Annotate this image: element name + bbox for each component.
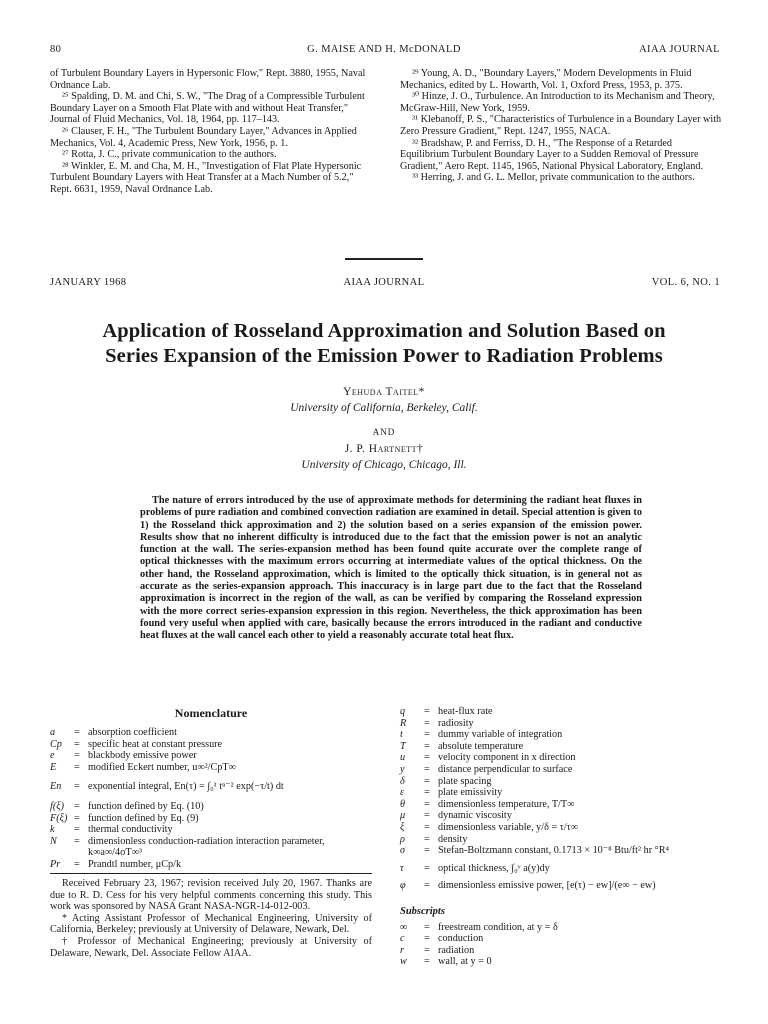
page-number: 80 [50, 44, 62, 55]
article-journal: AIAA JOURNAL [343, 277, 425, 288]
reference-entry: ³³ Herring, J. and G. L. Mellor, private communication to the authors. [412, 172, 695, 184]
affiliation-1: University of California, Berkeley, Calif. [290, 402, 478, 414]
nom-row: φ = dimensionless emissive power, [e(τ) − ew]/(e∞ − ew) [400, 880, 724, 892]
nom-row: N = dimensionless conduction-radiation interaction parameter, k∞a∞/4σT∞³ [50, 836, 375, 859]
nom-symbol: k [50, 824, 55, 836]
subscript-definition: radiation [438, 944, 475, 956]
nom-symbol: y [400, 763, 405, 775]
nom-symbol: φ [400, 880, 406, 892]
footnote-star: * Acting Assistant Professor of Mechanical Engineering, University of California, Berkeley; previously at University of Delaware, Newark, Del. [50, 912, 372, 936]
reference-entry: ³² Bradshaw, P. and Ferriss, D. H., "The Response of a Retarded Equilibrium Turbulent Boundary Layer to a Sudden Removal of Pressure Gradient," Aero Rept. 1145, 1965, National Physical Laboratory, England. [400, 137, 704, 172]
nom-symbol: F(ξ) [50, 812, 68, 824]
nom-symbol: t [400, 729, 403, 741]
nom-definition: dynamic viscosity [438, 810, 512, 822]
nom-row: θ = dimensionless temperature, T/T∞ [400, 799, 724, 811]
nom-row: μ = dynamic viscosity [400, 810, 724, 822]
subscripts-title: Subscripts [400, 905, 445, 917]
nom-definition: velocity component in x direction [438, 752, 576, 764]
subscript-definition: wall, at y = 0 [438, 956, 492, 968]
section-divider [345, 258, 423, 260]
nom-row: δ = plate spacing [400, 776, 724, 788]
affiliation-2: University of Chicago, Chicago, Ill. [301, 459, 467, 471]
nomenclature-title: Nomenclature [174, 706, 248, 720]
nom-symbol: f(ξ) [50, 800, 64, 812]
subscript-symbol: w [400, 956, 407, 968]
nom-row: Pr = Prandtl number, μCp/k [50, 859, 375, 871]
nom-symbol: En [50, 781, 62, 793]
nom-row: R = radiosity [400, 718, 724, 730]
reference-entry: ²⁹ Young, A. D., "Boundary Layers," Modern Developments in Fluid Mechanics, edited by L. Howarth, Vol. 1, Oxford Press, 1953, p. 375. [400, 68, 692, 91]
nom-symbol: e [50, 750, 55, 762]
subscript-definition: freestream condition, at y = δ [438, 921, 558, 933]
nom-symbol: ξ [400, 821, 405, 833]
nom-definition: distance perpendicular to surface [438, 763, 573, 775]
subscript-symbol: c [400, 933, 405, 945]
nom-row: k = thermal conductivity [50, 824, 375, 836]
nom-definition: blackbody emissive power [88, 750, 197, 762]
reference-entry: ²⁵ Spalding, D. M. and Chi, S. W., "The Drag of a Compressible Turbulent Boundary Layer on a Smooth Flat Plate with and without Heat Transfer," Journal of Fluid Mechanics, Vol. 18, 1964, pp. 117–143. [50, 91, 365, 126]
nom-definition: exponential integral, En(τ) = ∫₀¹ tⁿ⁻² exp(−τ/t) dt [88, 781, 284, 793]
and-separator: AND [372, 427, 396, 437]
nom-symbol: δ [400, 775, 405, 787]
nom-row: Cp = specific heat at constant pressure [50, 739, 375, 751]
footnotes [50, 878, 372, 959]
references-right-column [400, 68, 722, 184]
nom-row: f(ξ) = function defined by Eq. (10) [50, 801, 375, 813]
reference-entry: ²⁸ Winkler, E. M. and Cha, M. H., "Investigation of Flat Plate Hypersonic Turbulent Boundary Layers with Heat Transfer at a Mach Number of 5.2," Rept. 6631, 1959, Naval Ordnance Lab. [50, 160, 362, 195]
volume-number: VOL. 6, NO. 1 [651, 277, 720, 288]
nom-definition: function defined by Eq. (9) [88, 812, 199, 824]
nom-symbol: τ [400, 862, 404, 874]
nom-symbol: E [50, 761, 57, 773]
subscript-definition: conduction [438, 933, 484, 945]
subscript-row: r = radiation [400, 945, 724, 957]
nom-definition: modified Eckert number, u∞²/CpT∞ [88, 761, 236, 773]
nom-row: y = distance perpendicular to surface [400, 764, 724, 776]
nom-symbol: σ [400, 845, 406, 857]
nom-definition: specific heat at constant pressure [88, 738, 223, 750]
nomenclature-right [400, 706, 724, 968]
nom-row: F(ξ) = function defined by Eq. (9) [50, 813, 375, 825]
nom-definition: dimensionless conduction-radiation interaction parameter, k∞a∞/4σT∞³ [88, 835, 325, 859]
title-line-1: Application of Rosseland Approximation and Solution Based on [102, 320, 666, 342]
nom-definition: plate emissivity [438, 787, 503, 799]
article-title [30, 319, 738, 369]
nom-definition: dimensionless variable, y/δ = τ/τ∞ [438, 821, 579, 833]
running-head-journal: AIAA JOURNAL [639, 44, 720, 55]
nom-definition: radiosity [438, 717, 474, 729]
subscript-row: w = wall, at y = 0 [400, 956, 724, 968]
nom-definition: dimensionless temperature, T/T∞ [438, 798, 575, 810]
nom-symbol: N [50, 835, 57, 847]
nom-definition: density [438, 833, 468, 845]
nom-row: q = heat-flux rate [400, 706, 724, 718]
nom-definition: absolute temperature [438, 740, 524, 752]
nom-definition: Prandtl number, μCp/k [88, 858, 182, 870]
abstract: The nature of errors introduced by the use of approximate methods for determining the radiant heat fluxes in problems of pure radiation and combined convection radiation are examined in detail. Special attention is given to 1) the Rosseland thick approximation and 2) the solution based on a series expansion of the emission power. Results show that no inherent difficulty is introduced due to the fact that the emission power is not an analytic function at the wall. The series-expansion method has been found quite accurate over the complete range of optical thicknesses with the maximum errors occurring at intermediate values of the optical thickness. On the other hand, the Rosseland approximation, which is limited to the optically thick situation, is in general not as accurate as the series-expansion approach. This inaccuracy is in large part due to the fact that the Rosseland approximation is incorrect in the region of the wall, as can be verified by comparing the Rosseland expression with the more correct series-expansion expression in this region. Nevertheless, the thick approximation has been found very useful when applied with care, basically because the errors introduced in the radiant and conductive heat fluxes at the wall cancel each other to yield a reasonably accurate total heat flux. [140, 495, 642, 642]
nom-row: E = modified Eckert number, u∞²/CpT∞ [50, 762, 375, 774]
nom-definition: optical thickness, ∫₀ʸ a(y)dy [438, 862, 550, 874]
nom-symbol: ρ [400, 833, 405, 845]
nom-definition: absorption coefficient [88, 727, 177, 738]
reference-entry: ²⁶ Clauser, F. H., "The Turbulent Boundary Layer," Advances in Applied Mechanics, Vol. 4, Academic Press, New York, 1956, p. 1. [50, 125, 357, 149]
nom-definition: Stefan-Boltzmann constant, 0.1713 × 10⁻⁸ Btu/ft² hr °R⁴ [438, 845, 670, 857]
nom-symbol: ε [400, 787, 405, 799]
author-2: J. P. Hartnett† [344, 443, 424, 455]
nom-definition: thermal conductivity [88, 824, 173, 836]
nom-symbol: T [400, 740, 406, 752]
nom-row: En = exponential integral, En(τ) = ∫₀¹ tⁿ⁻² exp(−τ/t) dt [50, 773, 375, 801]
nom-row: τ = optical thickness, ∫₀ʸ a(y)dy [400, 857, 724, 881]
reference-entry: ³⁰ Hinze, J. O., Turbulence. An Introduction to its Mechanism and Theory, McGraw-Hill, New York, 1959. [400, 91, 715, 114]
nom-row: t = dummy variable of integration [400, 729, 724, 741]
nom-symbol: Cp [50, 738, 62, 750]
nomenclature-left [50, 727, 375, 871]
subscript-row: c = conduction [400, 933, 724, 945]
received-note: Received February 23, 1967; revision received July 20, 1967. Thanks are due to R. D. Cess for his very helpful comments concerning this study. This work was sponsored by NASA Grant NASA-NGR-14-012-003. [50, 878, 372, 913]
nom-row: e = blackbody emissive power [50, 750, 375, 762]
nom-row: u = velocity component in x direction [400, 752, 724, 764]
nom-row: σ = Stefan-Boltzmann constant, 0.1713 × 10⁻⁸ Btu/ft² hr °R⁴ [400, 845, 724, 857]
nom-definition: dimensionless emissive power, [e(τ) − ew]/(e∞ − ew) [438, 880, 656, 892]
footnote-rule [50, 873, 372, 874]
footnote-dagger: † Professor of Mechanical Engineering; previously at University of Delaware, Newark, Del. Associate Fellow AIAA. [50, 935, 372, 959]
nom-symbol: q [400, 706, 406, 717]
nom-symbol: θ [400, 798, 406, 810]
reference-entry: of Turbulent Boundary Layers in Hypersonic Flow," Rept. 3880, 1955, Naval Ordnance Lab. [50, 68, 366, 91]
references-left-column [50, 68, 372, 196]
subscript-row: ∞ = freestream condition, at y = δ [400, 922, 724, 934]
author-1: Yehuda Taitel* [343, 386, 425, 398]
nom-definition: function defined by Eq. (10) [88, 800, 204, 812]
nom-row: ε = plate emissivity [400, 787, 724, 799]
nom-definition: heat-flux rate [438, 706, 493, 717]
nom-symbol: Pr [50, 858, 61, 870]
nom-definition: plate spacing [438, 775, 492, 787]
running-head-authors: G. MAISE AND H. McDONALD [307, 44, 461, 55]
subscript-symbol: ∞ [400, 921, 408, 933]
nom-symbol: a [50, 727, 56, 738]
title-line-2: Series Expansion of the Emission Power to Radiation Problems [105, 345, 663, 367]
subscript-symbol: r [400, 944, 404, 956]
nom-row: ξ = dimensionless variable, y/δ = τ/τ∞ [400, 822, 724, 834]
reference-entry: ²⁷ Rotta, J. C., private communication to the authors. [62, 149, 277, 161]
nom-row: ρ = density [400, 834, 724, 846]
nom-symbol: u [400, 752, 406, 764]
nom-symbol: μ [400, 810, 406, 822]
nom-row: a = absorption coefficient [50, 727, 375, 739]
nom-symbol: R [400, 717, 407, 729]
nom-definition: dummy variable of integration [438, 729, 563, 741]
reference-entry: ³¹ Klebanoff, P. S., "Characteristics of Turbulence in a Boundary Layer with Zero Pressure Gradient," Rept. 1247, 1955, NACA. [400, 114, 722, 137]
issue-date: JANUARY 1968 [50, 277, 127, 288]
nom-row: T = absolute temperature [400, 741, 724, 753]
